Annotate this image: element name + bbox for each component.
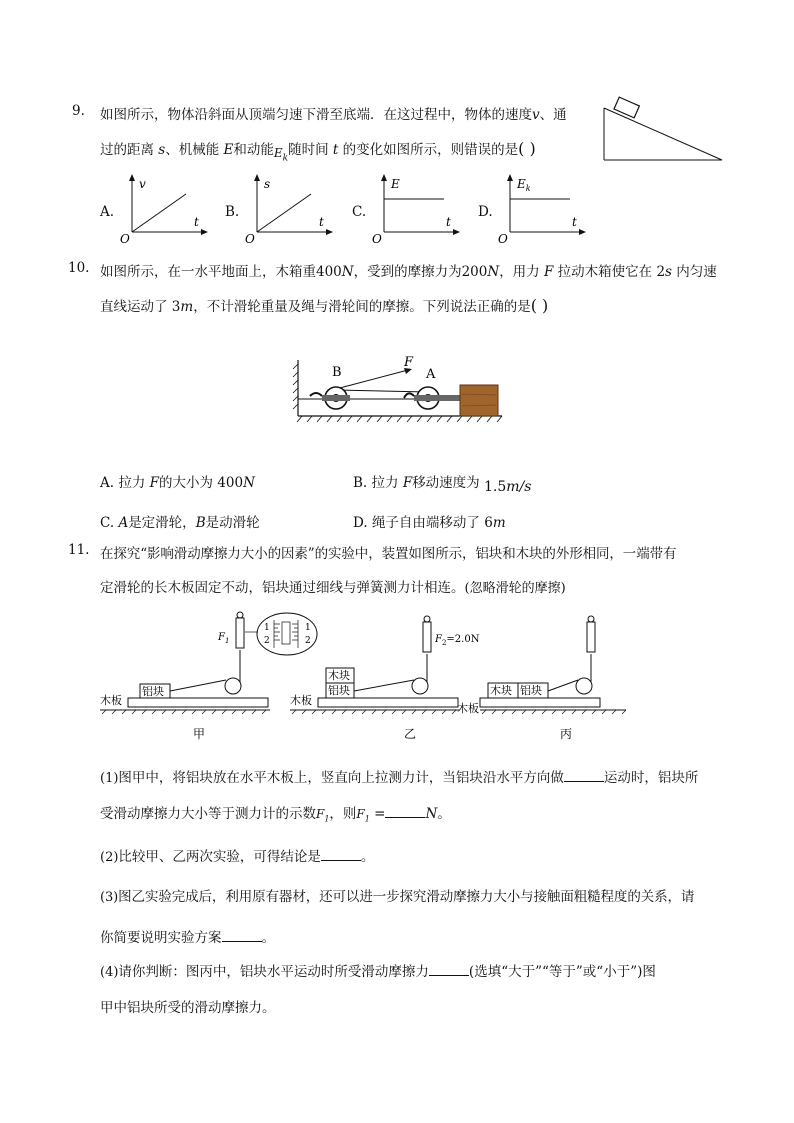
y-arrow-icon (129, 174, 135, 181)
x-label: t (572, 215, 577, 229)
q11-p1-line2 (100, 802, 451, 823)
q9-line1 (100, 103, 567, 123)
q10-unit: N (487, 264, 500, 280)
wood-block-label: 木块 (328, 669, 350, 682)
board (318, 698, 458, 707)
option-label: C. (100, 515, 115, 531)
fixed-pulley (576, 678, 592, 694)
q11-text: 。 (261, 930, 275, 946)
answer-blank[interactable] (222, 929, 262, 942)
sliding-block (614, 97, 639, 118)
x-label: t (319, 215, 324, 229)
y-label: E (391, 177, 400, 191)
label-f: F (404, 356, 414, 370)
q10-number: 10. (68, 260, 90, 276)
origin-label: O (372, 232, 382, 244)
label-a: A (426, 367, 436, 382)
table-hatch (292, 710, 456, 714)
friction-experiment-figure (100, 610, 630, 746)
option-unit: N (243, 475, 255, 491)
scale-ring (424, 616, 430, 622)
pulley-figure (292, 356, 506, 426)
q9-line2 (100, 138, 536, 163)
q10-option-b (353, 471, 532, 495)
q10-unit: N (341, 264, 354, 280)
scale-tick-2-right: 2 (305, 636, 311, 646)
q10-text: 直线运动了 (100, 299, 168, 315)
scale-tick-1-right: 1 (305, 623, 311, 633)
setup-bing (457, 616, 626, 741)
q10-text: ，不计滑轮重量及绳与滑轮间的摩擦。下列说法正确的是 (193, 299, 531, 315)
f1-letter: F (218, 632, 225, 643)
y-label-E: E (517, 177, 526, 191)
graph-line (132, 194, 186, 232)
x-arrow-icon (201, 229, 208, 235)
f2-value: =2.0N (446, 634, 480, 645)
q9-var-s: s (158, 142, 166, 158)
x-arrow-icon (579, 229, 586, 235)
q9-graph-d (496, 172, 586, 244)
option-val-num: 1.5 (483, 479, 507, 495)
string (354, 680, 414, 691)
q10-answer-paren: ( ) (530, 296, 549, 315)
q11-text: 图甲中，将铝块放在水平木板上，竖直向上拉测力计，当铝块沿水平方向做 (118, 770, 564, 786)
incline-figure (600, 92, 728, 164)
q10-option-a (100, 471, 255, 491)
f1-var-sub: 1 (364, 814, 370, 824)
y-arrow-icon (254, 174, 260, 181)
q10-text: 内匀速 (676, 264, 717, 280)
part-number: (4) (100, 965, 119, 980)
q10-text: 如图所示，在一水平地面上，木箱重 (100, 264, 316, 280)
wall-hatch (293, 364, 298, 409)
y-label: s (264, 177, 271, 191)
caption-bing: 丙 (560, 727, 573, 741)
option-label: A. (100, 475, 115, 491)
q9-var-Ek-sub: k (282, 153, 289, 164)
q9-graph-a (118, 172, 208, 244)
option-text: 移动速度为 (412, 475, 480, 491)
f1-var-letter: F (316, 807, 325, 821)
y-label-sub: k (525, 184, 531, 193)
q11-text: (忽略滑轮的摩擦) (464, 581, 566, 596)
q9-text: 的变化如图所示，则错误的是 (342, 142, 519, 158)
q10-option-c (100, 511, 260, 531)
option-text: 是定滑轮， (128, 515, 196, 531)
option-value (484, 479, 531, 495)
y-arrow-icon (381, 174, 387, 181)
q10-text: ，受到的摩擦力为 (353, 264, 462, 280)
q9-graph-d-label: D. (478, 204, 493, 220)
q9-var-Ek-E: E (273, 146, 283, 160)
string (548, 680, 578, 691)
q10-val: 400 (316, 264, 342, 280)
q10-unit: s (665, 264, 672, 280)
q9-text: 、通 (539, 107, 567, 123)
x-label: t (446, 215, 451, 229)
setup-yi (290, 616, 480, 741)
y-label (516, 177, 531, 193)
f2-label (434, 634, 480, 647)
incline-slope (604, 108, 722, 160)
q10-val: 3 (171, 299, 181, 315)
q9-var-v: v (532, 107, 540, 123)
q11-text: 图乙实验完成后，利用原有器材，还可以进一步探究滑动摩擦力大小与接触面粗糙程度的关系，请 (118, 889, 695, 905)
q11-text: 定滑轮的长木板固定不动，铝块通过细线与弹簧测力计相连。 (100, 580, 465, 596)
q9-text: 和动能 (233, 142, 274, 158)
scale-tick-2: 2 (264, 636, 270, 646)
option-unit: m (492, 515, 506, 531)
q10-text: 拉动木箱使它在 (557, 264, 653, 280)
q9-graph-b-label: B. (225, 204, 240, 220)
board-label: 木板 (457, 702, 479, 715)
q10-text: ，用力 (499, 264, 540, 280)
aluminum-block-label: 铝块 (142, 685, 164, 698)
q11-text: 运动时，铝块所 (603, 770, 699, 786)
option-text: 是动滑轮 (205, 515, 260, 531)
table-hatch (102, 710, 266, 714)
q10-line2 (100, 295, 548, 315)
spring-scale (423, 622, 431, 652)
option-label: D. (353, 515, 368, 531)
wooden-crate (460, 385, 498, 416)
q11-text: (选填“大于”“等于”或“小于” (468, 964, 638, 980)
q9-graph-c (370, 172, 460, 244)
q11-p3-line2 (100, 926, 275, 946)
q9-text: 、机械能 (165, 142, 220, 158)
caption-jia: 甲 (193, 727, 206, 741)
q11-text: 比较甲、乙两次实验，可得结论是 (118, 849, 321, 865)
part-number: (2) (100, 850, 119, 865)
board-label: 木板 (100, 694, 122, 707)
y-arrow-icon (507, 174, 513, 181)
origin-label: O (245, 232, 255, 244)
q9-var-t: t (332, 142, 339, 158)
q9-var-E: E (223, 142, 234, 158)
f1-label (217, 632, 229, 645)
scale-ring (237, 612, 243, 618)
option-label: B. (353, 475, 368, 491)
board (480, 698, 600, 707)
part-number: (3) (100, 890, 119, 905)
q9-text: 如图所示，物体沿斜面从顶端匀速下滑至底端．在这过程中，物体的速度 (100, 107, 532, 123)
q10-line1 (100, 260, 717, 280)
board (128, 698, 268, 707)
pulley-b-hook (310, 393, 322, 396)
scale-ring (588, 616, 594, 622)
string (170, 680, 226, 691)
rope-mid (336, 390, 428, 392)
q11-p2 (100, 845, 374, 865)
label-b: B (332, 365, 342, 380)
spring-scale (587, 622, 595, 652)
pulley-a-frame (414, 395, 460, 401)
f1-var-sub: 1 (324, 814, 330, 824)
q11-text: )图 (637, 964, 656, 980)
option-text: 拉力 (371, 475, 399, 491)
option-text: 绳子自由端移动了 6 (371, 515, 493, 531)
q10-val: 2 (656, 264, 666, 280)
q11-p1-line1 (100, 766, 698, 786)
q11-text: 。 (437, 806, 451, 822)
q11-p4-line1 (100, 960, 656, 980)
setup-jia (100, 612, 317, 741)
f1-var (316, 807, 330, 824)
q11-line1: 在探究“影响滑动摩擦力大小的因素”的实验中，装置如图所示，铝块和木块的外形相同，一端带有 (100, 546, 677, 562)
q11-text: ，则 (329, 806, 357, 822)
x-arrow-icon (326, 229, 333, 235)
q11-text: 受滑动摩擦力大小等于测力计的示数 (100, 806, 316, 822)
q11-line2 (100, 576, 566, 596)
origin-label: O (498, 232, 508, 244)
graph-line (257, 194, 311, 232)
x-arrow-icon (453, 229, 460, 235)
pulley-b-frame (322, 395, 350, 401)
y-label: v (139, 177, 146, 191)
q10-unit: m (180, 299, 194, 315)
fixed-pulley (225, 678, 241, 694)
f2-letter: F (435, 634, 442, 645)
aluminum-block-label: 铝块 (520, 684, 542, 697)
table-hatch (482, 710, 626, 714)
q9-text: 过的距离 (100, 142, 154, 158)
caption-yi: 乙 (404, 727, 417, 741)
q11-text: = (369, 806, 386, 822)
spring-scale (236, 618, 244, 648)
origin-label: O (120, 232, 130, 244)
answer-blank[interactable] (429, 963, 469, 976)
fixed-pulley (412, 678, 428, 694)
x-label: t (194, 215, 199, 229)
option-var: A (118, 515, 129, 531)
rope-free-end (336, 370, 408, 389)
answer-blank[interactable] (321, 848, 361, 861)
f1-var-letter: F (356, 807, 365, 821)
option-var: B (195, 515, 206, 531)
q11-text: 。 (360, 849, 375, 865)
wood-block-label: 木块 (490, 684, 512, 697)
q9-answer-paren: ( ) (518, 139, 536, 158)
q11-text: 你简要说明实验方案 (100, 930, 222, 946)
q9-graphs (100, 172, 600, 247)
option-text: 拉力 (118, 475, 146, 491)
q11-p3-line1 (100, 885, 694, 905)
board-label: 木板 (290, 694, 312, 707)
q9-number: 9. (72, 103, 85, 119)
pulley-a-hook (404, 393, 414, 398)
q9-graph-c-label: C. (352, 204, 367, 220)
answer-blank[interactable] (564, 769, 604, 782)
part-number: (1) (100, 771, 119, 786)
unit: N (425, 806, 438, 822)
scale-tick-1: 1 (264, 623, 270, 633)
q10-var-F: F (543, 264, 554, 280)
q10-option-d (353, 511, 506, 531)
q10-val: 200 (461, 264, 488, 280)
f2-sub: 2 (441, 639, 447, 647)
f1-sub: 1 (224, 637, 230, 645)
q9-text: 随时间 (288, 142, 329, 158)
option-text: 的大小为 400 (159, 475, 244, 491)
aluminum-block-label: 铝块 (328, 684, 350, 697)
option-var: F (402, 475, 413, 491)
option-val-unit: m/s (506, 479, 532, 495)
option-var: F (149, 475, 160, 491)
q11-text: 请你判断：图丙中，铝块水平运动时所受滑动摩擦力 (118, 964, 429, 980)
f1-var (356, 807, 370, 824)
q9-var-Ek (273, 146, 289, 164)
ground-hatch (297, 416, 502, 422)
q11-number: 11. (68, 542, 90, 558)
q9-graph-b (243, 172, 333, 244)
q11-p4-line2: 甲中铝块所受的滑动摩擦力。 (100, 1000, 276, 1016)
answer-blank[interactable] (385, 805, 425, 818)
q9-graph-a-label: A. (100, 204, 115, 220)
